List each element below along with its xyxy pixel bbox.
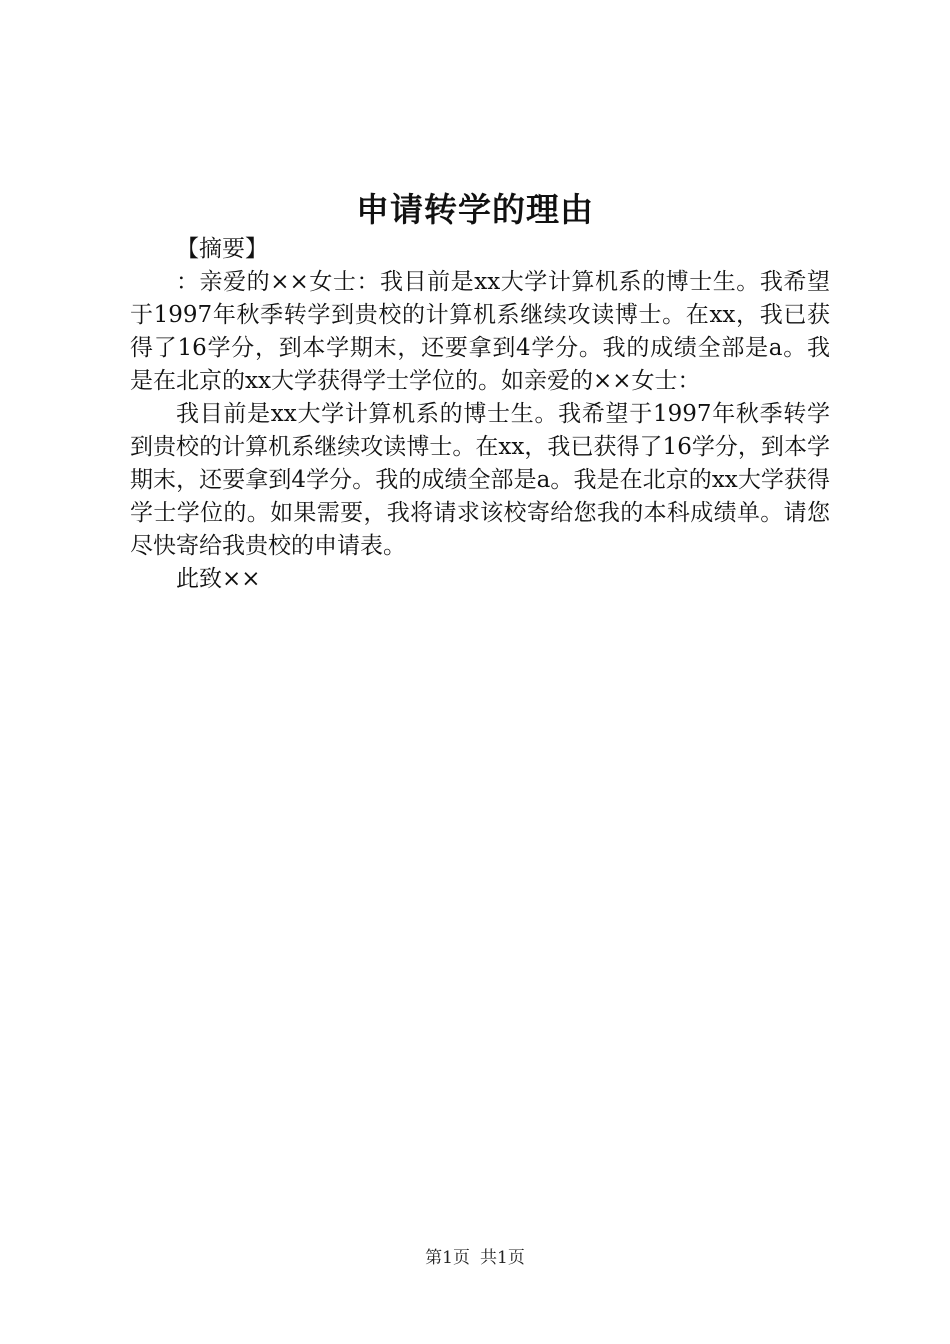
paragraph-2: 我目前是xx大学计算机系的博士生。我希望于1997年秋季转学到贵校的计算机系继续攻读博士。在xx，我已获得了16学分，到本学期末，还要拿到4学分。我的成绩全部是a。我是在北京的xx大学获得学士学位的。如果需要，我将请求该校寄给您我的本科成绩单。请您尽快寄给我贵校的申请表。 [130,401,830,559]
document-body [130,233,830,596]
abstract-label: 【摘要】 [176,236,268,262]
document-title: 申请转学的理由 [356,190,594,229]
page-footer [0,1243,950,1268]
closing-line: 此致×× [176,566,261,592]
paragraph-1: ：亲爱的××女士：我目前是xx大学计算机系的博士生。我希望于1997年秋季转学到贵校的计算机系继续攻读博士。在xx，我已获得了16学分，到本学期末，还要拿到4学分。我的成绩全部是a。我是在北京的xx大学获得学士学位的。如亲爱的××女士： [130,269,830,394]
page-number: 第1页 [425,1248,470,1268]
page-total: 共1页 [480,1248,525,1268]
